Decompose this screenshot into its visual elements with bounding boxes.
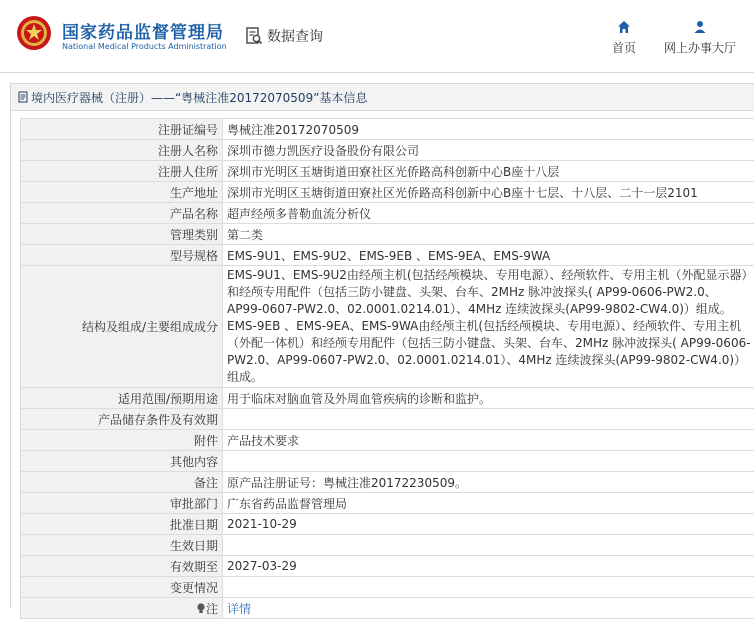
- data-query-link[interactable]: [245, 26, 323, 46]
- table-row: [21, 577, 754, 598]
- table-row: [21, 266, 754, 388]
- row-label: 变更情况: [21, 577, 223, 598]
- row-value: [223, 535, 754, 556]
- row-label: 批准日期: [21, 514, 223, 535]
- table-row: [21, 203, 754, 224]
- row-label: 型号规格: [21, 245, 223, 266]
- table-row: [21, 161, 754, 182]
- table-row: [21, 224, 754, 245]
- table-row: [21, 535, 754, 556]
- user-icon: [693, 20, 707, 34]
- row-value: 用于临床对脑血管及外周血管疾病的诊断和监护。: [223, 388, 754, 409]
- note-value-cell: [223, 598, 754, 619]
- table-row: [21, 245, 754, 266]
- table-row: [21, 182, 754, 203]
- document-icon: [17, 91, 29, 103]
- row-value: 深圳市光明区玉塘街道田寮社区光侨路高科创新中心B座十八层: [223, 161, 754, 182]
- row-value: 广东省药品监督管理局: [223, 493, 754, 514]
- site-title-en: National Medical Products Administration: [62, 42, 227, 51]
- row-label: 审批部门: [21, 493, 223, 514]
- table-row-note: [21, 598, 754, 619]
- row-value: 原产品注册证号：粤械注准20172230509。: [223, 472, 754, 493]
- row-value: [223, 409, 754, 430]
- note-label-text: 注: [206, 600, 218, 617]
- data-query-label: 数据查询: [267, 26, 323, 46]
- nav-home-label: 首页: [612, 41, 636, 55]
- row-value: 产品技术要求: [223, 430, 754, 451]
- row-label: 产品名称: [21, 203, 223, 224]
- row-label: 结构及组成/主要组成成分: [21, 266, 223, 388]
- row-value: 超声经颅多普勒血流分析仪: [223, 203, 754, 224]
- table-row: [21, 514, 754, 535]
- breadcrumb-text: 境内医疗器械（注册）——“粤械注准20172070509”基本信息: [31, 89, 367, 106]
- site-title[interactable]: 国家药品监督管理局: [62, 18, 224, 43]
- table-row: [21, 409, 754, 430]
- row-value: 深圳市光明区玉塘街道田寮社区光侨路高科创新中心B座十七层、十八层、二十一层2101: [223, 182, 754, 203]
- search-doc-icon: [245, 27, 263, 45]
- detail-panel: [10, 83, 754, 608]
- table-row: [21, 388, 754, 409]
- breadcrumb: [11, 84, 754, 111]
- table-row: [21, 430, 754, 451]
- nav-online-hall-label: 网上办事大厅: [664, 41, 736, 55]
- row-label: 注册人住所: [21, 161, 223, 182]
- row-label: 其他内容: [21, 451, 223, 472]
- table-row: [21, 493, 754, 514]
- nav-home[interactable]: [604, 20, 644, 56]
- row-label: 注册证编号: [21, 119, 223, 140]
- table-row: [21, 140, 754, 161]
- row-value: 第二类: [223, 224, 754, 245]
- row-label: 产品储存条件及有效期: [21, 409, 223, 430]
- nav-online-hall[interactable]: [658, 20, 742, 56]
- row-value: [223, 577, 754, 598]
- table-row: [21, 451, 754, 472]
- row-label: 有效期至: [21, 556, 223, 577]
- row-value: EMS-9U1、EMS-9U2、EMS-9EB 、EMS-9EA、EMS-9WA: [223, 245, 754, 266]
- note-label: [196, 600, 218, 617]
- row-value: [223, 451, 754, 472]
- emblem-logo: [16, 15, 52, 51]
- table-row: [21, 472, 754, 493]
- table-row: [21, 556, 754, 577]
- row-label: 适用范围/预期用途: [21, 388, 223, 409]
- site-header: [0, 0, 754, 73]
- row-value: 2021-10-29: [223, 514, 754, 535]
- row-label: 生产地址: [21, 182, 223, 203]
- details-link[interactable]: 详情: [227, 602, 251, 616]
- row-label: 管理类别: [21, 224, 223, 245]
- row-value: 粤械注准20172070509: [223, 119, 754, 140]
- row-label: 附件: [21, 430, 223, 451]
- table-row: [21, 119, 754, 140]
- home-icon: [617, 20, 631, 34]
- bulb-icon: [196, 603, 206, 614]
- row-label: 生效日期: [21, 535, 223, 556]
- row-value: 2027-03-29: [223, 556, 754, 577]
- registration-info-table: [20, 118, 754, 619]
- row-value: EMS-9U1、EMS-9U2由经颅主机(包括经颅模块、专用电源）、经颅软件、专用主机（外配显示器）和经颅专用配件（包括三防小键盘、头架、台车、2MHz 脉冲波探头( AP99-0606-PW2.0、AP99-0607-PW2.0、02.0001.0214.01）、4MHz 连续波探头(AP99-9802-CW4.0)）组成。EMS-9EB 、EMS-9EA、EMS-9WA由经颅主机(包括经颅模块、专用电源）、经颅软件、专用主机（外配一体机）和经颅专用配件（包括三防小键盘、头架、台车、2MHz 脉冲波探头( AP99-0606-PW2.0、AP99-0607-PW2.0、02.0001.0214.01）、4MHz 连续波探头(AP99-9802-CW4.0)）组成。: [223, 266, 754, 388]
- row-value: 深圳市德力凯医疗设备股份有限公司: [223, 140, 754, 161]
- note-label-cell: [21, 598, 223, 619]
- row-label: 注册人名称: [21, 140, 223, 161]
- row-label: 备注: [21, 472, 223, 493]
